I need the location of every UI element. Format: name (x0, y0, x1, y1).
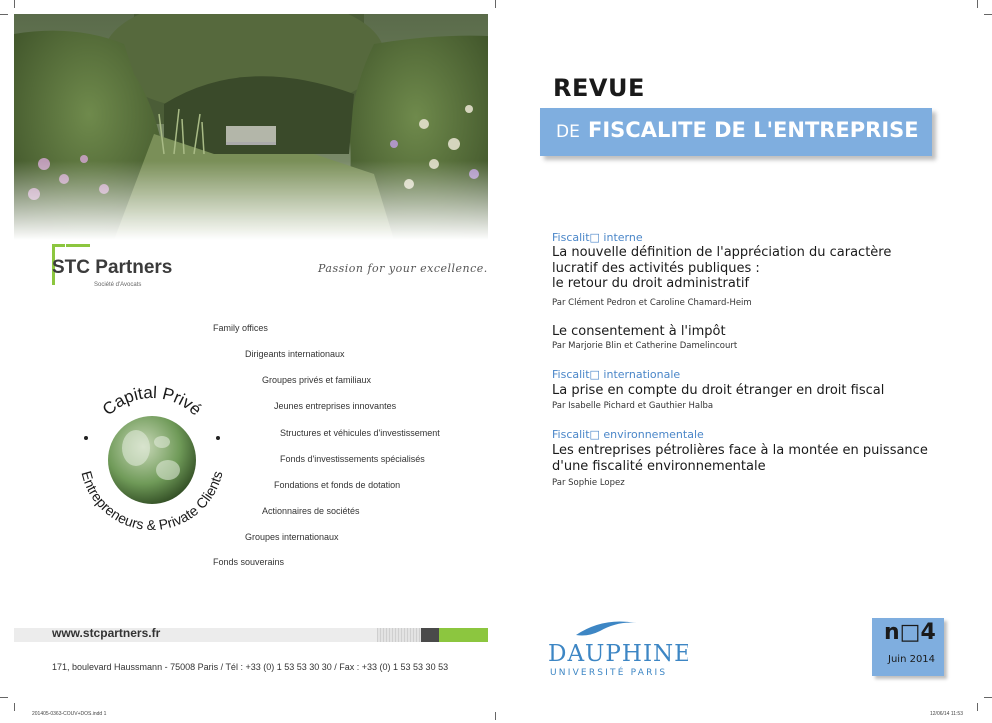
crop-mark (495, 712, 496, 720)
article-title: La prise en compte du droit étranger en droit fiscal (552, 383, 885, 398)
crop-mark (0, 697, 8, 698)
crop-mark (984, 14, 992, 15)
client-list-item: Fondations et fonds de dotation (274, 480, 401, 490)
dauphine-logo (548, 615, 688, 680)
contact-address: 171, boulevard Haussmann - 75008 Paris / Tél : +33 (0) 1 53 53 30 30 / Fax : +33 (0) 1 53 53 30 53 (52, 662, 449, 672)
client-list-item: Dirigeants internationaux (245, 349, 345, 359)
crop-mark (14, 703, 15, 711)
article-author: Par Isabelle Pichard et Gauthier Halba (552, 401, 714, 411)
article-author: Par Marjorie Blin et Catherine Damelincourt (552, 341, 738, 351)
issue-date: Juin 2014 (888, 654, 936, 665)
capital-prive-badge (72, 378, 232, 538)
crop-mark (977, 703, 978, 711)
svg-text:DAUPHINE: DAUPHINE (548, 641, 688, 667)
title-main: FISCALITE DE L'ENTREPRISE (588, 118, 919, 142)
client-list-item: Groupes internationaux (245, 532, 339, 542)
section-label: Fiscalit□ interne (552, 231, 643, 244)
client-list-item: Family offices (213, 323, 268, 333)
crop-mark (984, 697, 992, 698)
website-link[interactable]: www.stcpartners.fr (52, 626, 161, 640)
svg-text:Entrepreneurs & Private Client: Entrepreneurs & Private Clients (78, 469, 226, 534)
stc-tagline: Passion for your excellence. (318, 262, 488, 275)
globe-icon (108, 416, 196, 504)
print-file-name: 201405-0363-COUV+DOS.indd 1 (32, 711, 107, 717)
client-list-item: Groupes privés et familiaux (262, 375, 372, 385)
client-list-item: Structures et véhicules d'investissement (280, 428, 440, 438)
svg-text:Capital Privé: Capital Privé (98, 382, 206, 420)
garden-photo (14, 14, 488, 240)
section-label: Fiscalit□ environnementale (552, 428, 704, 441)
client-list-item: Actionnaires de sociétés (262, 506, 360, 516)
crop-mark (977, 0, 978, 8)
revue-heading: REVUE (553, 74, 645, 102)
section-label: Fiscalit□ internationale (552, 368, 681, 381)
article-title: Les entreprises pétrolières face à la montée en puissance d'une fiscalité environnementale (552, 443, 928, 474)
article-author: Par Clément Pedron et Caroline Chamard-Heim (552, 298, 752, 308)
stc-logo-bar (66, 244, 90, 247)
article-title: Le consentement à l'impôt (552, 324, 726, 339)
crop-mark (14, 0, 15, 8)
client-list-item: Fonds d'investissements spécialisés (280, 454, 425, 464)
client-list-item: Fonds souverains (213, 557, 285, 567)
svg-text:UNIVERSITÉ PARIS: UNIVERSITÉ PARIS (550, 668, 668, 678)
client-list-item: Jeunes entreprises innovantes (274, 401, 397, 411)
article-title: La nouvelle définition de l'appréciation du caractère lucratif des activités publiques : le retour du droit administratif (552, 245, 892, 291)
article-author: Par Sophie Lopez (552, 478, 625, 488)
stc-brand-subtitle: Société d'Avocats (94, 282, 142, 288)
title-de: DE (556, 122, 580, 142)
issue-number: n□4 (884, 620, 936, 645)
crop-mark (495, 0, 496, 8)
crop-mark (0, 14, 8, 15)
stc-brand-name: STC Partners (52, 257, 173, 278)
dolphin-icon (576, 622, 636, 636)
print-date: 12/06/14 11:53 (930, 711, 963, 717)
